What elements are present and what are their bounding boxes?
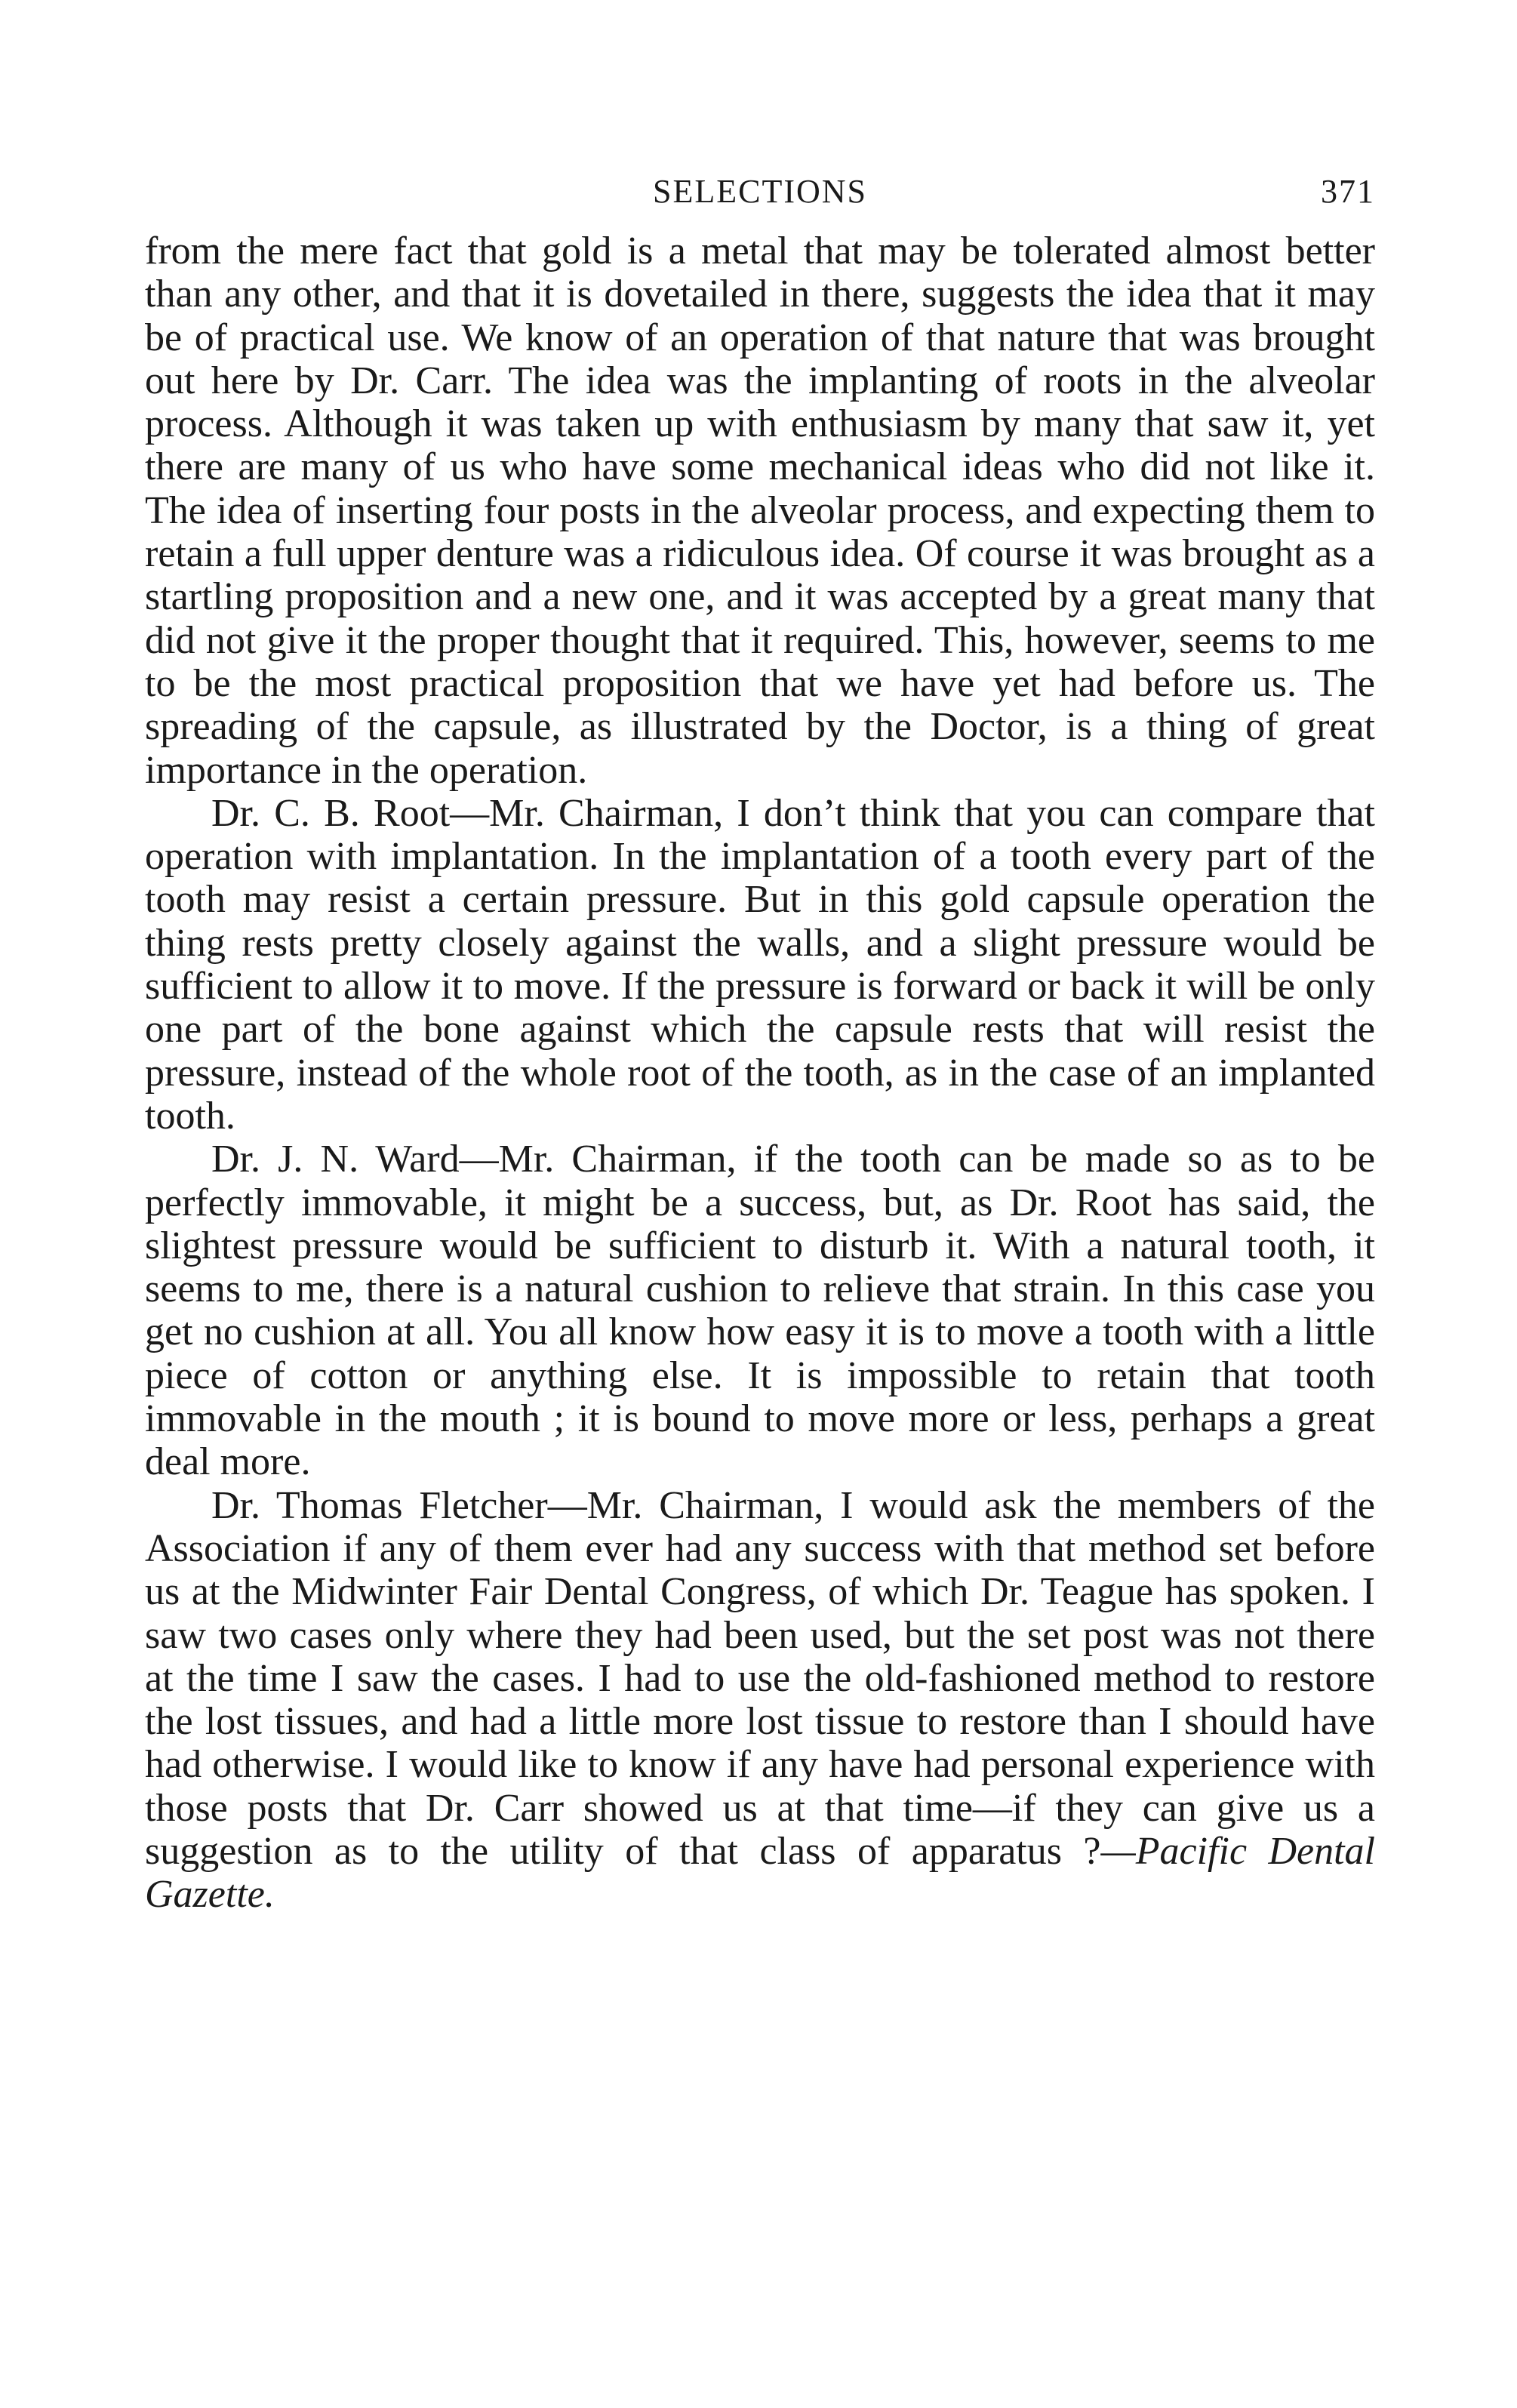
book-page [145,172,1375,1917]
paragraph-continued: from the mere fact that gold is a metal that may be tolerated almost better than any other, and that it is dovetailed in there, suggests the idea that it may be of practical use. We know of an operation of that nature that was brought out here by Dr. Carr. The idea was the implanting of roots in the alveolar process. Although it was taken up with enthusiasm by many that saw it, yet there are many of us who have some mechanical ideas who did not like it. The idea of inserting four posts in the alveolar process, and expecting them to retain a full upper denture was a ridiculous idea. Of course it was brought as a startling proposition and a new one, and it was accepted by a great many that did not give it the proper thought that it required. This, however, seems to me to be the most practical proposition that we have yet had before us. The spreading of the capsule, as illustrated by the Doctor, is a thing of great importance in the operation. [145,229,1375,792]
paragraph-fletcher-remarks [145,1484,1375,1917]
running-head [145,172,1375,225]
paragraph-ward-remarks: Dr. J. N. Ward—Mr. Chairman, if the tooth can be made so as to be perfectly immovable, it might be a success, but, as Dr. Root has said, the slightest pressure would be sufficient to disturb it. With a natural tooth, it seems to me, there is a natural cushion to relieve that strain. In this case you get no cushion at all. You all know how easy it is to move a tooth with a little piece of cotton or anything else. It is impossible to retain that tooth immovable in the mouth ; it is bound to move more or less, perhaps a great deal more. [145,1138,1375,1484]
running-head-title: SELECTIONS [653,173,867,210]
fletcher-remarks-text: Dr. Thomas Fletcher—Mr. Chairman, I would ask the members of the Association if any of them ever had any success with that method set before us at the Midwinter Fair Dental Congress, of which Dr. Teague has spoken. I saw two cases only where they had been used, but the set post was not there at the time I saw the cases. I had to use the old-fashioned method to restore the lost tissues, and had a little more lost tissue to restore than I should have had otherwise. I would like to know if any have had personal experience with those posts that Dr. Carr showed us at that time—if they can give us a suggestion as to the utility of that class of apparatus ? [145,1483,1375,1873]
page-number: 371 [1321,173,1375,210]
paragraph-root-remarks: Dr. C. B. Root—Mr. Chairman, I don’t think that you can compare that operation with implantation. In the implantation of a tooth every part of the tooth may resist a certain pressure. But in this gold capsule operation the thing rests pretty closely against the walls, and a slight pressure would be sufficient to allow it to move. If the pressure is forward or back it will be only one part of the bone against which the capsule rests that will resist the pressure, instead of the whole root of the tooth, as in the case of an implanted tooth. [145,791,1375,1138]
body-text [145,229,1375,1917]
source-citation: —Pacific Dental Gazette. [145,1829,1375,1917]
